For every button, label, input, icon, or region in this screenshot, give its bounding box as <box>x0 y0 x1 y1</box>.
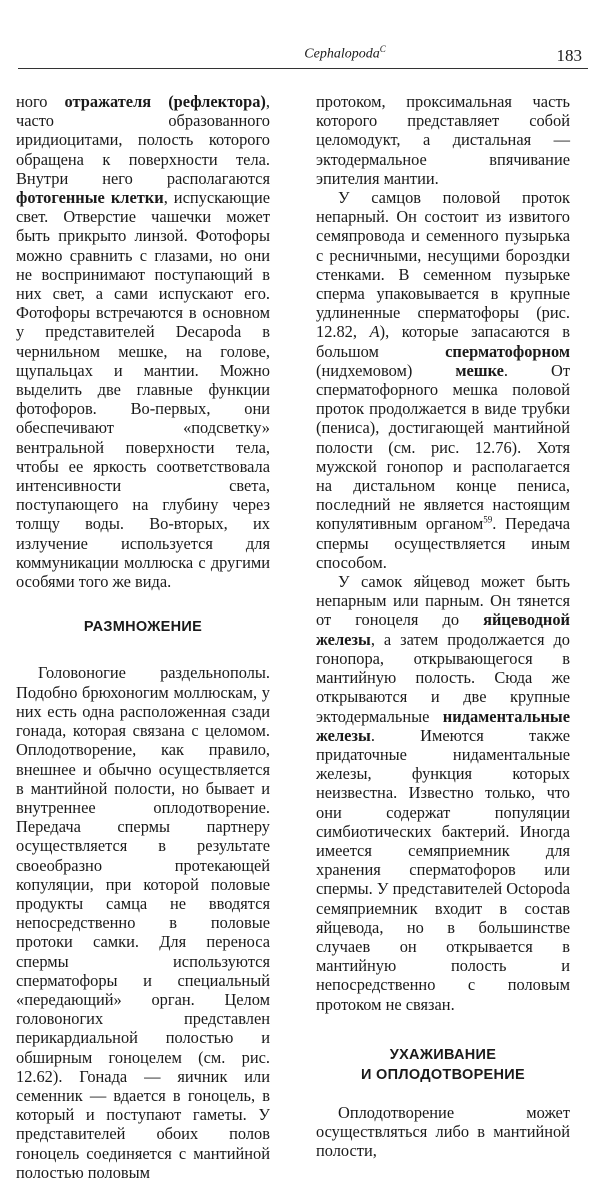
running-title: Cephalopoda <box>304 46 380 62</box>
term-photogenic-cells: фотогенные клетки <box>16 188 164 208</box>
term-reflector: отражателя (рефлектора) <box>64 92 266 111</box>
running-header <box>0 44 600 63</box>
term-nidamental-glands: нидаментальные железы <box>316 706 570 745</box>
footnote-ref[interactable]: 59 <box>483 515 493 525</box>
section-heading-courtship-line1: УХАЖИВАНИЕ <box>389 1046 497 1063</box>
paragraph-males: У самцов половой проток непарный. Он состоит из извитого семяпровода и семенного пузырька с ресничными, несущими бороздки стенками. В семенном пузырьке сперма упаковывается в крупные удлиненные сперматофоры (рис. 12.82, А), которые запасаются в большом сперматофорном (нидхемовом) мешке. От сперматофорного мешка половой проток продолжается в виде трубки (пениса), достигающей мантийной полости (см. рис. 12.76). Хотя мужской гонопор и располагается на дистальном конце пениса, последний не является настоящим копулятивным органом$^{59}$. Передача спермы осуществляется иным способом. <box>316 188 571 572</box>
right-column <box>316 92 570 1160</box>
figure-label-a: А <box>369 322 380 342</box>
running-title-sup: C <box>379 44 386 54</box>
paragraph-females: У самок яйцевод может быть непарным или парным. Он тянется от гоноцеля до яйцеводной железы, а затем продолжается до гонопора, открывающегося в мантийную полость. Сюда же открываются и две крупные эктодермальные нидаментальные железы. Имеются также придаточные нидаментальные железы, функция которых неизвестна. Известно только, что они содержат популяции симбиотических бактерий. Иногда имеется семяприемник для хранения сперматофоров или спермы. У представителей Octopoda семяприемник входит в состав яйцевода, но в большинстве случаев он открывается в мантийную полость и непосредственно с половым протоком не связан. <box>316 572 570 1014</box>
header-rule <box>18 68 588 69</box>
term-sac: мешке <box>455 360 504 380</box>
section-heading-reproduction: РАЗМНОЖЕНИЕ <box>83 619 203 636</box>
paragraph-reproduction: Головоногие раздельнополы. Подобно брюхоногим моллюскам, у них есть одна расположенная сзади гонада, которая связана с целомом. Оплодотворение, как правило, внешнее и обычно осуществляется в мантийной полости, но бывает и внутреннее оплодотворение. Передача спермы партнеру осуществляется в результате своеобразно протекающей копуляции, при которой половые продукты самца не вводятся непосредственно в половые протоки самки. Для переноса спермы используются сперматофоры и специальный «передающий» орган. Целом головоногих представлен перикардиальной полостью и обширным гоноцелем (см. рис. 12.62). Гонада — яичник или семенник — вдается в гоноцель, в который и поступают гаметы. У представителей обоих полов гоноцель соединяется с мантийной полостью половым <box>16 663 270 1182</box>
paragraph-photophores: ного отражателя (рефлектора), часто образованного иридиоцитами, полость которого обращена к поверхности тела. Внутри него располагаются фотогенные клетки, испускающие свет. Отверстие чашечки может быть прикрыто линзой. Фотофоры можно сравнить с глазами, но они не воспринимают поступающий в них свет, а сами испускают его. Фотофоры встречаются в основном у представителей Decapoda в чернильном мешке, на голове, щупальцах и мантии. Можно выделить две главные функции фотофоров. Во-первых, они обеспечивают «подсветку» вентральной поверхности тела, чтобы ее яркость соответствовала интенсивности света, поступающего на глубину через толщу воды. Во-вторых, их излучение используется для коммуникации моллюска с другими особями того же вида. <box>16 92 270 592</box>
term-spermatophore: сперматофорном <box>445 341 570 361</box>
left-column <box>16 92 270 1182</box>
paragraph-fertilization: Оплодотворение может осуществляться либо в мантийной полости, <box>316 1102 570 1161</box>
section-heading-courtship-line2: И ОПЛОДОТВОРЕНИЕ <box>361 1066 525 1083</box>
paragraph-duct: протоком, проксимальная часть которого представляет собой целомодукт, а дистальная — эктодермальное впячивание эпителия мантии. <box>316 92 570 188</box>
section-heading-courtship <box>316 1045 570 1085</box>
term-oviduct-gland: яйцеводной железы <box>316 610 570 649</box>
page-number: 183 <box>556 46 582 65</box>
